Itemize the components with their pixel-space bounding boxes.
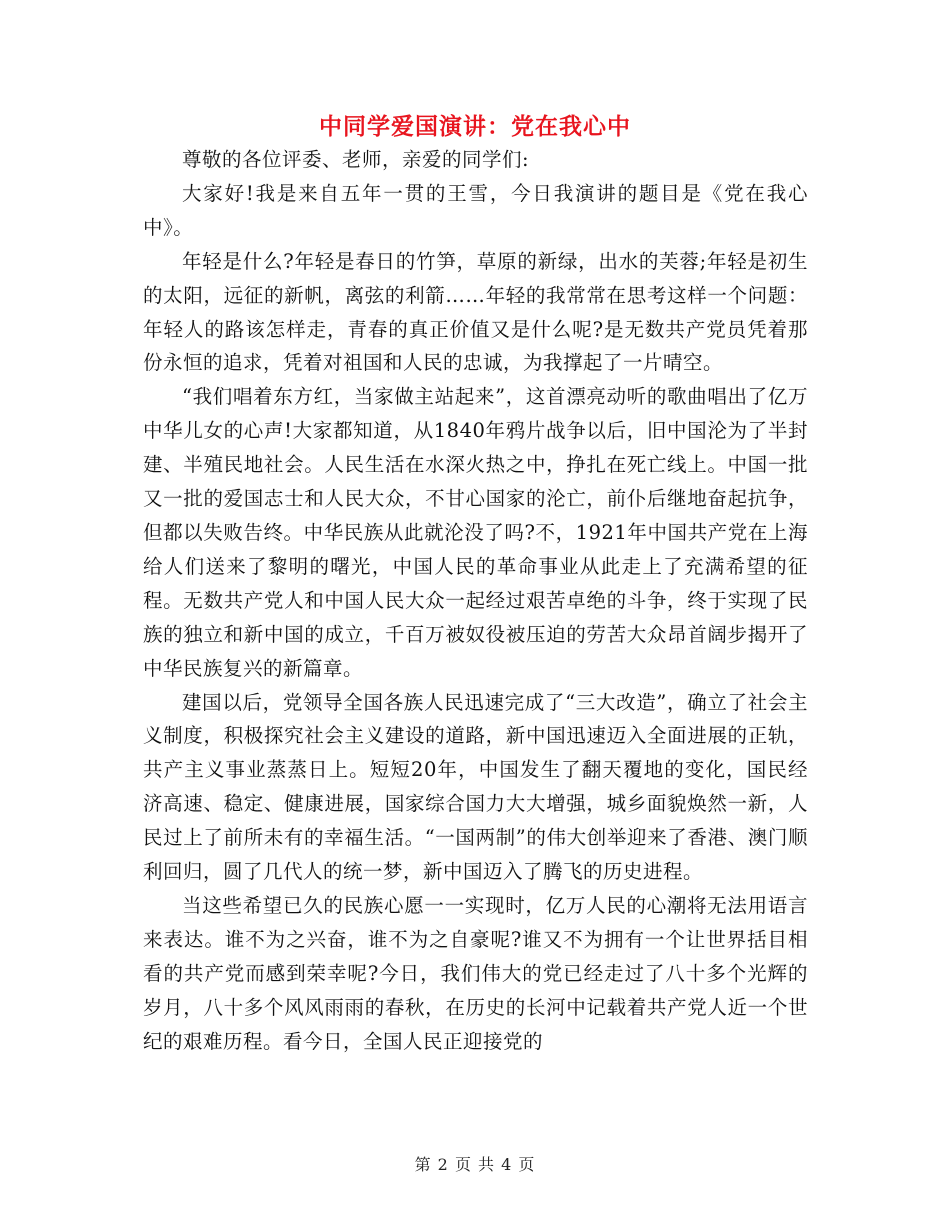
body-paragraph: 建国以后，党领导全国各族人民迅速完成了“三大改造”，确立了社会主义制度，积极探究社会主义建设的道路，新中国迅速迈入全面进展的正轨，共产主义事业蒸蒸日上。短短20年，中国发生了翻天覆地的变化，国民经济高速、稳定、健康进展，国家综合国力大大增强，城乡面貌焕然一新，人民过上了前所未有的幸福生活。“一国两制”的伟大创举迎来了香港、澳门顺利回归，圆了几代人的统一梦，新中国迈入了腾飞的历史进程。 (143, 690, 808, 884)
body-paragraph: 当这些希望已久的民族心愿一一实现时，亿万人民的心潮将无法用语言来表达。谁不为之兴奋，谁不为之自豪呢?谁又不为拥有一个让世界括目相看的共产党而感到荣幸呢?今日，我们伟大的党已经走过了八十多个光辉的岁月，八十多个风风雨雨的春秋，在历史的长河中记载着共产党人近一个世纪的艰难历程。看今日，全国人民正迎接党的 (143, 893, 808, 1053)
body-paragraph: 大家好!我是来自五年一贯的王雪，今日我演讲的题目是《党在我心中》。 (143, 181, 808, 239)
document-title: 中同学爱国演讲：党在我心中 (319, 113, 631, 140)
page-number-footer: 第 2 页 共 4 页 (414, 1155, 536, 1174)
body-paragraph: “我们唱着东方红，当家做主站起来”，这首漂亮动听的歌曲唱出了亿万中华儿女的心声!大家都知道，从1840年鸦片战争以后，旧中国沦为了半封建、半殖民地社会。人民生活在水深火热之中，挣扎在死亡线上。中国一批又一批的爱国志士和人民大众，不甘心国家的沦亡，前仆后继地奋起抗争，但都以失败告终。中华民族从此就沦没了吗?不，1921年中国共产党在上海给人们送来了黎明的曙光，中国人民的革命事业从此走上了充满希望的征程。无数共产党人和中国人民大众一起经过艰苦卓绝的斗争，终于实现了民族的独立和新中国的成立，千百万被奴役被压迫的劳苦大众昂首阔步揭开了中华民族复兴的新篇章。 (143, 385, 808, 680)
body-paragraph: 年轻是什么?年轻是春日的竹笋，草原的新绿，出水的芙蓉;年轻是初生的太阳，远征的新帆，离弦的利箭……年轻的我常常在思考这样一个问题：年轻人的路该怎样走，青春的真正价值又是什么呢?是无数共产党员凭着那份永恒的追求，凭着对祖国和人民的忠诚，为我撑起了一片晴空。 (143, 249, 808, 375)
document-body (143, 143, 808, 1058)
salutation-paragraph: 尊敬的各位评委、老师，亲爱的同学们: (182, 148, 530, 171)
